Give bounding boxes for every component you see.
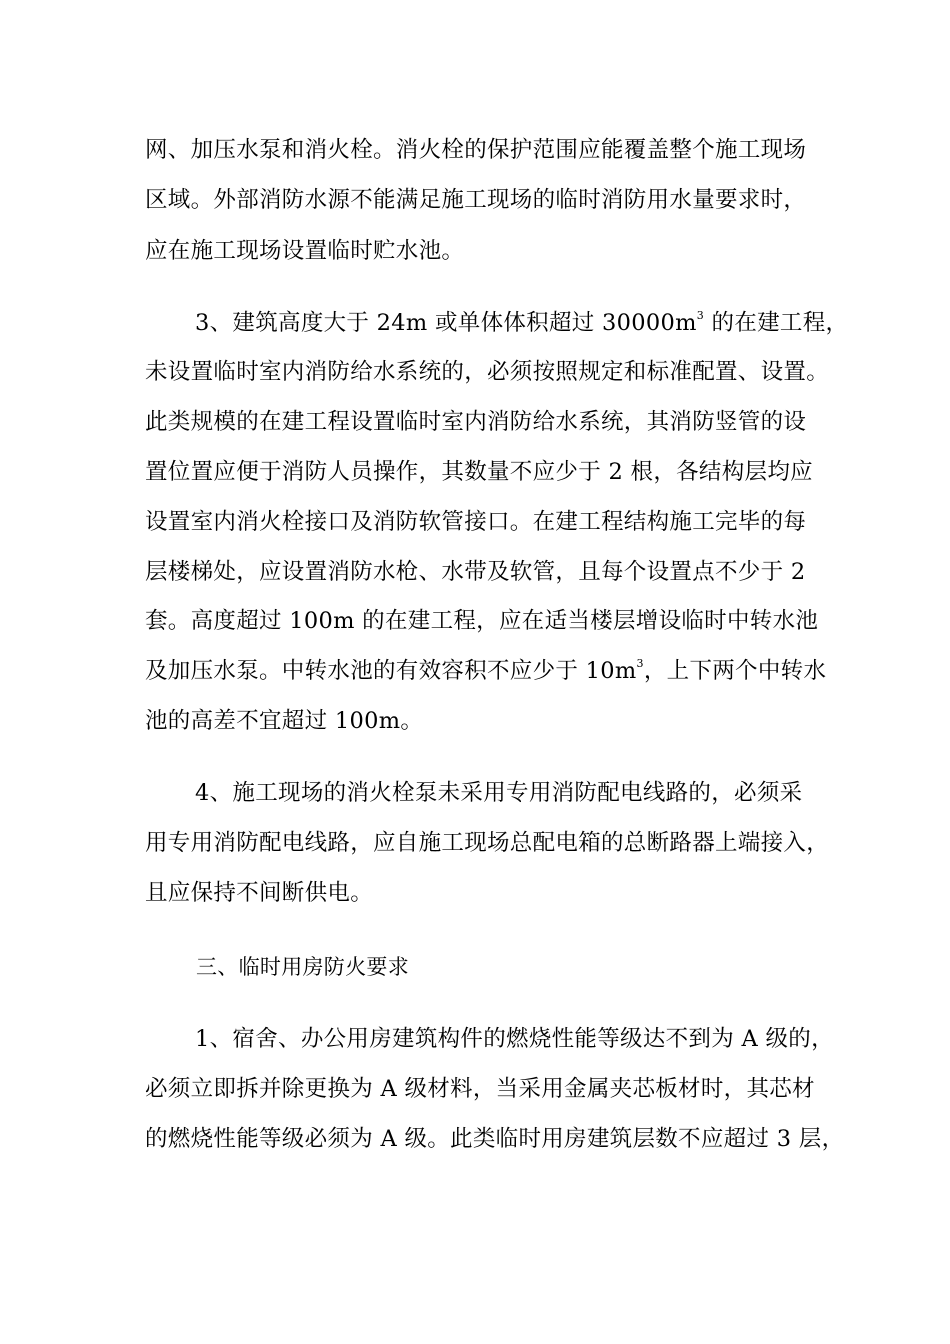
body-text-line: 网、加压水泵和消火栓。消火栓的保护范围应能覆盖整个施工现场 [145,137,807,163]
body-text-line: 的燃烧性能等级必须为 A 级。此类临时用房建筑层数不应超过 3 层， [145,1126,845,1152]
body-text-line: 必须立即拆并除更换为 A 级材料，当采用金属夹芯板材时，其芯材 [145,1076,815,1102]
body-text-line: 此类规模的在建工程设置临时室内消防给水系统，其消防竖管的设 [145,409,807,435]
section-heading: 三、临时用房防火要求 [196,955,409,979]
body-text-line: 应在施工现场设置临时贮水池。 [145,238,465,264]
body-text-line: 置位置应便于消防人员操作，其数量不应少于 2 根，各结构层均应 [145,459,813,485]
body-text-line: 区域。外部消防水源不能满足施工现场的临时消防用水量要求时， [145,187,807,213]
body-text-line: 1、宿舍、办公用房建筑构件的燃烧性能等级达不到为 A 级的， [195,1026,834,1052]
body-text-segment: 3、建筑高度大于 24m 或单体体积超过 30000m [195,310,697,336]
body-text-line: 用专用消防配电线路，应自施工现场总配电箱的总断路器上端接入， [145,830,830,856]
body-text-line: 池的高差不宜超过 100m。 [145,708,424,734]
superscript-exponent: 3 [636,657,644,670]
body-text-line: 设置室内消火栓接口及消防软管接口。在建工程结构施工完毕的每 [145,509,807,535]
body-text-line [145,656,826,686]
body-text-line: 层楼梯处，应设置消防水枪、水带及软管，且每个设置点不少于 2 [145,559,806,585]
paragraph-3-first-line [195,308,848,338]
body-text-line: 套。高度超过 100m 的在建工程，应在适当楼层增设临时中转水池 [145,608,819,634]
body-text-line: 未设置临时室内消防给水系统的，必须按照规定和标准配置、设置。 [145,359,830,385]
body-text-line: 4、施工现场的消火栓泵未采用专用消防配电线路的，必须采 [195,780,803,806]
body-text-segment: ，上下两个中转水 [643,658,827,684]
body-text-line: 且应保持不间断供电。 [145,880,374,906]
body-text-segment: 的在建工程， [704,310,849,336]
body-text-segment: 及加压水泵。中转水池的有效容积不应少于 10m [145,658,637,684]
superscript-exponent: 3 [696,309,705,322]
